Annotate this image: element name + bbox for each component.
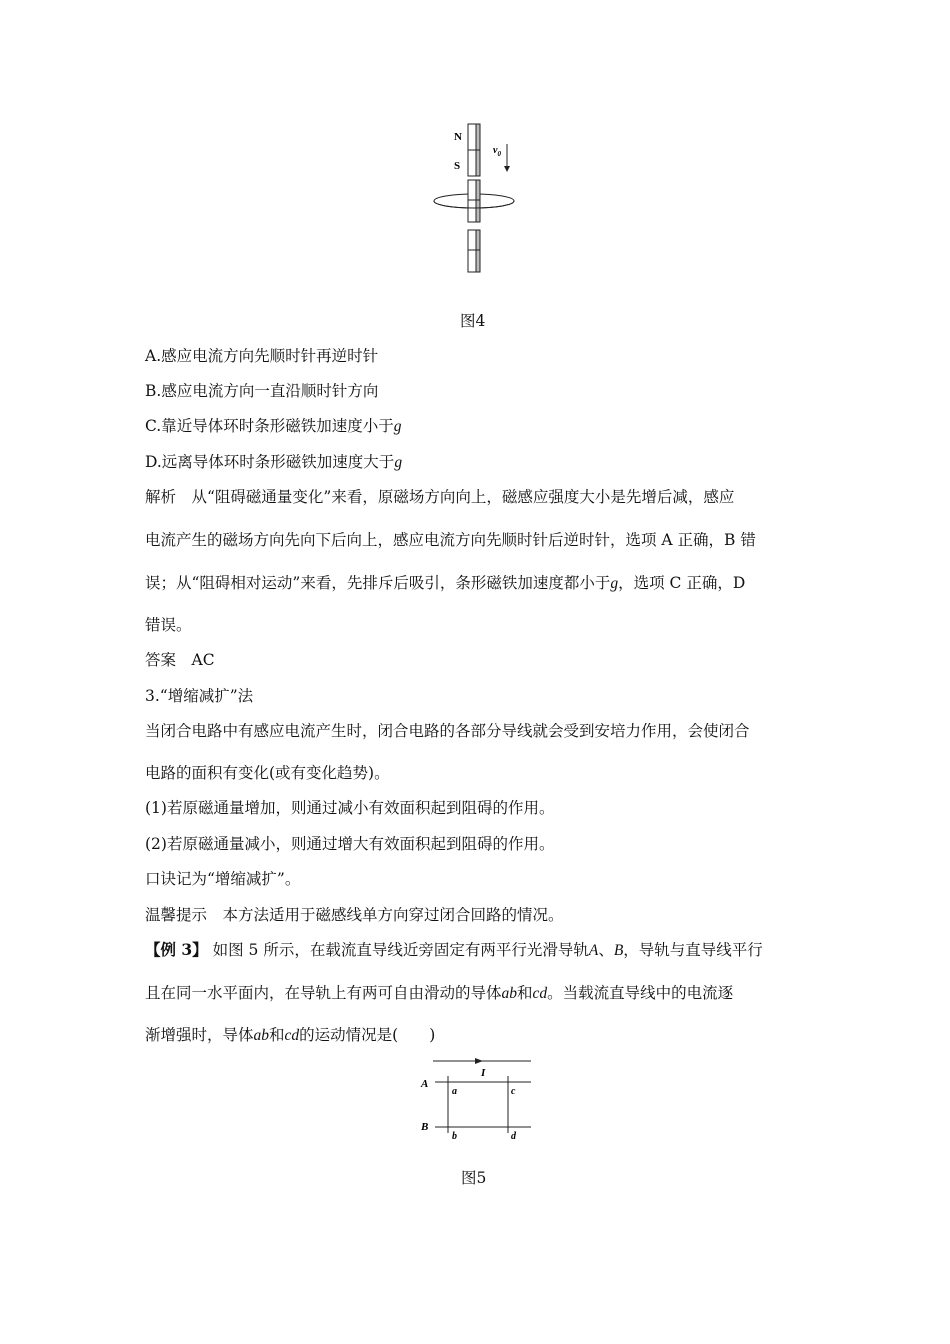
method-para-1: 当闭合电路中有感应电流产生时，闭合电路的各部分导线就会受到安培力作用，会使闭合 (145, 722, 750, 740)
option-c (145, 416, 402, 437)
option-d-text: D.远离导体环时条形磁铁加速度大于 (145, 453, 395, 471)
method-item-2: (2)若原磁通量减小，则通过增大有效面积起到阻碍的作用。 (145, 835, 555, 853)
analysis-line-3 (145, 573, 745, 594)
example-3-l3-var2: cd (284, 1027, 300, 1044)
figure-5-diagram (415, 1052, 540, 1144)
example-3-l1-var2: B (613, 942, 624, 959)
label-b: b (452, 1131, 457, 1142)
current-arrow (475, 1058, 483, 1064)
example-3-l2-text: 且在同一水平面内，在导轨上有两可自由滑动的导体 (145, 984, 502, 1002)
example-3-label: 【例 3】 (145, 940, 208, 959)
option-c-var: g (393, 418, 402, 435)
option-d-var: g (394, 454, 403, 471)
option-b: B.感应电流方向一直沿顺时针方向 (145, 382, 379, 400)
example-3-l3-text: 渐增强时，导体 (145, 1026, 254, 1044)
example-3-l1-tail: ，导轨与直导线平行 (623, 941, 763, 959)
example-3-line-2 (145, 983, 733, 1004)
label-n: N (454, 131, 462, 143)
option-c-text: C.靠近导体环时条形磁铁加速度小于 (145, 417, 394, 435)
example-3-line-3 (145, 1025, 435, 1046)
method-para-2: 电路的面积有变化(或有变化趋势)。 (145, 764, 390, 782)
figure-5-caption: 图5 (461, 1169, 487, 1187)
analysis-line-3-text: 误；从“阻碍相对运动”来看，先排斥后吸引，条形磁铁加速度都小于 (145, 574, 611, 592)
method-heading: 3.“增缩减扩”法 (145, 687, 254, 705)
analysis-line-3-var: g (610, 575, 619, 592)
label-c: c (511, 1086, 516, 1097)
method-item-1: (1)若原磁通量增加，则通过减小有效面积起到阻碍的作用。 (145, 799, 555, 817)
example-3-l3-tail: 的运动情况是( ) (299, 1026, 436, 1044)
label-rail-a: A (421, 1078, 429, 1090)
example-3-l1-var: A (588, 942, 599, 959)
label-a: a (452, 1086, 457, 1097)
analysis-line-2: 电流产生的磁场方向先向下后向上，感应电流方向先顺时针后逆时针，选项 A 正确，B 错 (145, 531, 756, 549)
magnet-middle (468, 180, 480, 222)
example-3-l2-tail: 。当载流直导线中的电流逐 (547, 984, 734, 1002)
method-tip: 温馨提示 本方法适用于磁感线单方向穿过闭合回路的情况。 (145, 906, 564, 924)
example-3-l3-sep: 和 (269, 1026, 285, 1044)
magnet-bottom (468, 230, 480, 272)
example-3-l3-var: ab (253, 1027, 270, 1044)
analysis-line-3-tail: ，选项 C 正确，D (618, 574, 746, 592)
example-3-l1-sep: 、 (598, 941, 614, 959)
example-3-l1-text: 如图 5 所示，在载流直导线近旁固定有两平行光滑导轨 (207, 941, 589, 959)
analysis-line-1: 解析 从“阻碍磁通量变化”来看，原磁场方向向上，磁感应强度大小是先增后减，感应 (145, 488, 735, 506)
example-3-line-1 (145, 940, 763, 961)
figure-4-caption: 图4 (460, 312, 486, 330)
analysis-line-4: 错误。 (145, 616, 192, 634)
label-v0: $v_0$ (493, 145, 501, 158)
option-d (145, 452, 402, 473)
option-a: A.感应电流方向先顺时针再逆时针 (145, 347, 379, 365)
method-mnemonic: 口诀记为“增缩减扩”。 (145, 870, 301, 888)
example-3-l2-var: ab (501, 985, 518, 1002)
label-i: I (481, 1067, 486, 1079)
label-s: S (454, 160, 461, 172)
magnet-top (468, 124, 480, 176)
example-3-l2-var2: cd (532, 985, 548, 1002)
label-rail-b: B (421, 1121, 429, 1133)
answer: 答案 AC (145, 651, 215, 669)
label-d: d (511, 1131, 516, 1142)
figure-4-diagram (425, 120, 535, 280)
example-3-l2-sep: 和 (517, 984, 533, 1002)
